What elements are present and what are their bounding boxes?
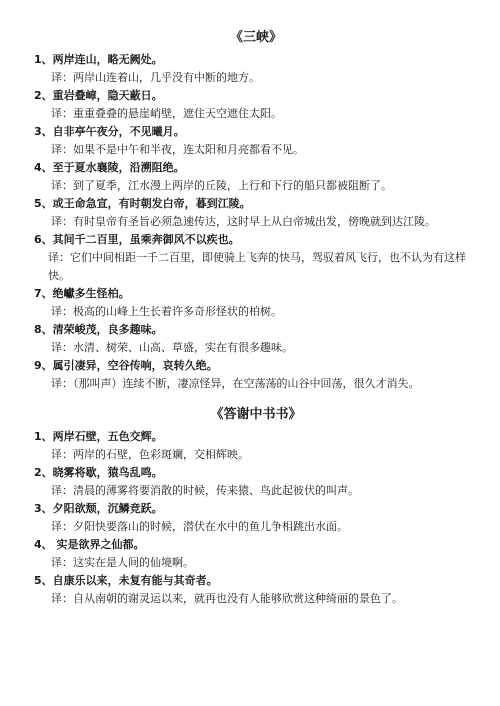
- list-item: [34, 536, 478, 572]
- translation-text: 译：它们中间相距一千二百里，即使骑上飞奔的快马，驾驭着风飞行，也不认为有这样快。: [48, 251, 466, 282]
- original-text: 9、属引凄异，空谷传响，哀转久绝。: [34, 359, 218, 372]
- translation-text: 译：两岸的石壁，色彩斑斓，交相辉映。: [51, 448, 249, 461]
- list-item: [34, 464, 478, 500]
- original-text: 3、自非亭午夜分，不见曦月。: [34, 125, 185, 138]
- translation-text: 译：（那叫声）连续不断，凄凉怪异，在空荡荡的山谷中回荡，很久才消失。: [51, 377, 420, 390]
- list-item: [34, 195, 478, 231]
- original-text: 2、重岩叠嶂，隐天蔽日。: [34, 89, 163, 102]
- section-title: 《三峡》: [229, 30, 282, 45]
- original-text: 4、 实是欲界之仙都。: [34, 538, 145, 551]
- translation-text: 译：两岸山连着山，几乎没有中断的地方。: [51, 71, 260, 84]
- list-item: [34, 321, 478, 357]
- original-text: 2、晓雾将歇，猿鸟乱鸣。: [34, 466, 163, 479]
- list-item: [34, 285, 478, 321]
- list-item: [34, 500, 478, 536]
- list-item: [34, 159, 478, 195]
- list-item: [34, 87, 478, 123]
- original-text: 6、其间千二百里，虽乘奔御风不以疾也。: [34, 233, 240, 246]
- list-item: [34, 428, 478, 464]
- list-item: [34, 51, 478, 87]
- translation-text: 译：极高的山峰上生长着许多奇形怪状的柏树。: [51, 305, 282, 318]
- original-text: 8、清荣峻茂，良多趣味。: [34, 323, 163, 336]
- translation-text: 译：夕阳快要落山的时候，潜伏在水中的鱼儿争相跳出水面。: [51, 520, 348, 533]
- original-text: 1、两岸石壁，五色交辉。: [34, 430, 163, 443]
- translation-text: 译：重重叠叠的悬崖峭壁，遮住天空遮住太阳。: [51, 107, 282, 120]
- translation-text: 译：清晨的薄雾将要消散的时候，传来猿、鸟此起彼伏的叫声。: [51, 484, 359, 497]
- list-item: [34, 357, 478, 393]
- original-text: 5、自康乐以来，未复有能与其奇者。: [34, 574, 218, 587]
- list-item: [34, 123, 478, 159]
- original-text: 1、两岸连山，略无阙处。: [34, 53, 163, 66]
- translation-text: 译：如果不是中午和半夜，连太阳和月亮都看不见。: [51, 143, 304, 156]
- original-text: 5、或王命急宣，有时朝发白帝，暮到江陵。: [34, 197, 251, 210]
- translation-text: 译：到了夏季，江水漫上两岸的丘陵，上行和下行的船只都被阻断了。: [51, 179, 392, 192]
- list-item: [34, 231, 478, 285]
- section-sanxia: [34, 30, 478, 393]
- translation-text: 译：自从南朝的谢灵运以来，就再也没有人能够欣赏这种绮丽的景色了。: [51, 592, 403, 605]
- translation-text: 译：水清、树荣、山高、草盛，实在有很多趣味。: [51, 341, 293, 354]
- original-text: 4、至于夏水襄陵，沿溯阻绝。: [34, 161, 185, 174]
- original-text: 3、夕阳欲颓，沉鳞竞跃。: [34, 502, 163, 515]
- section-da-xie-zhong-shu-shu: [34, 407, 478, 608]
- original-text: 7、绝巘多生怪柏。: [34, 287, 130, 300]
- section-title: 《答谢中书书》: [210, 407, 302, 422]
- translation-text: 译：有时皇帝有圣旨必须急速传达，这时早上从白帝城出发，傍晚就到达江陵。: [51, 215, 436, 228]
- list-item: [34, 572, 478, 608]
- translation-text: 译：这实在是人间的仙境啊。: [51, 556, 194, 569]
